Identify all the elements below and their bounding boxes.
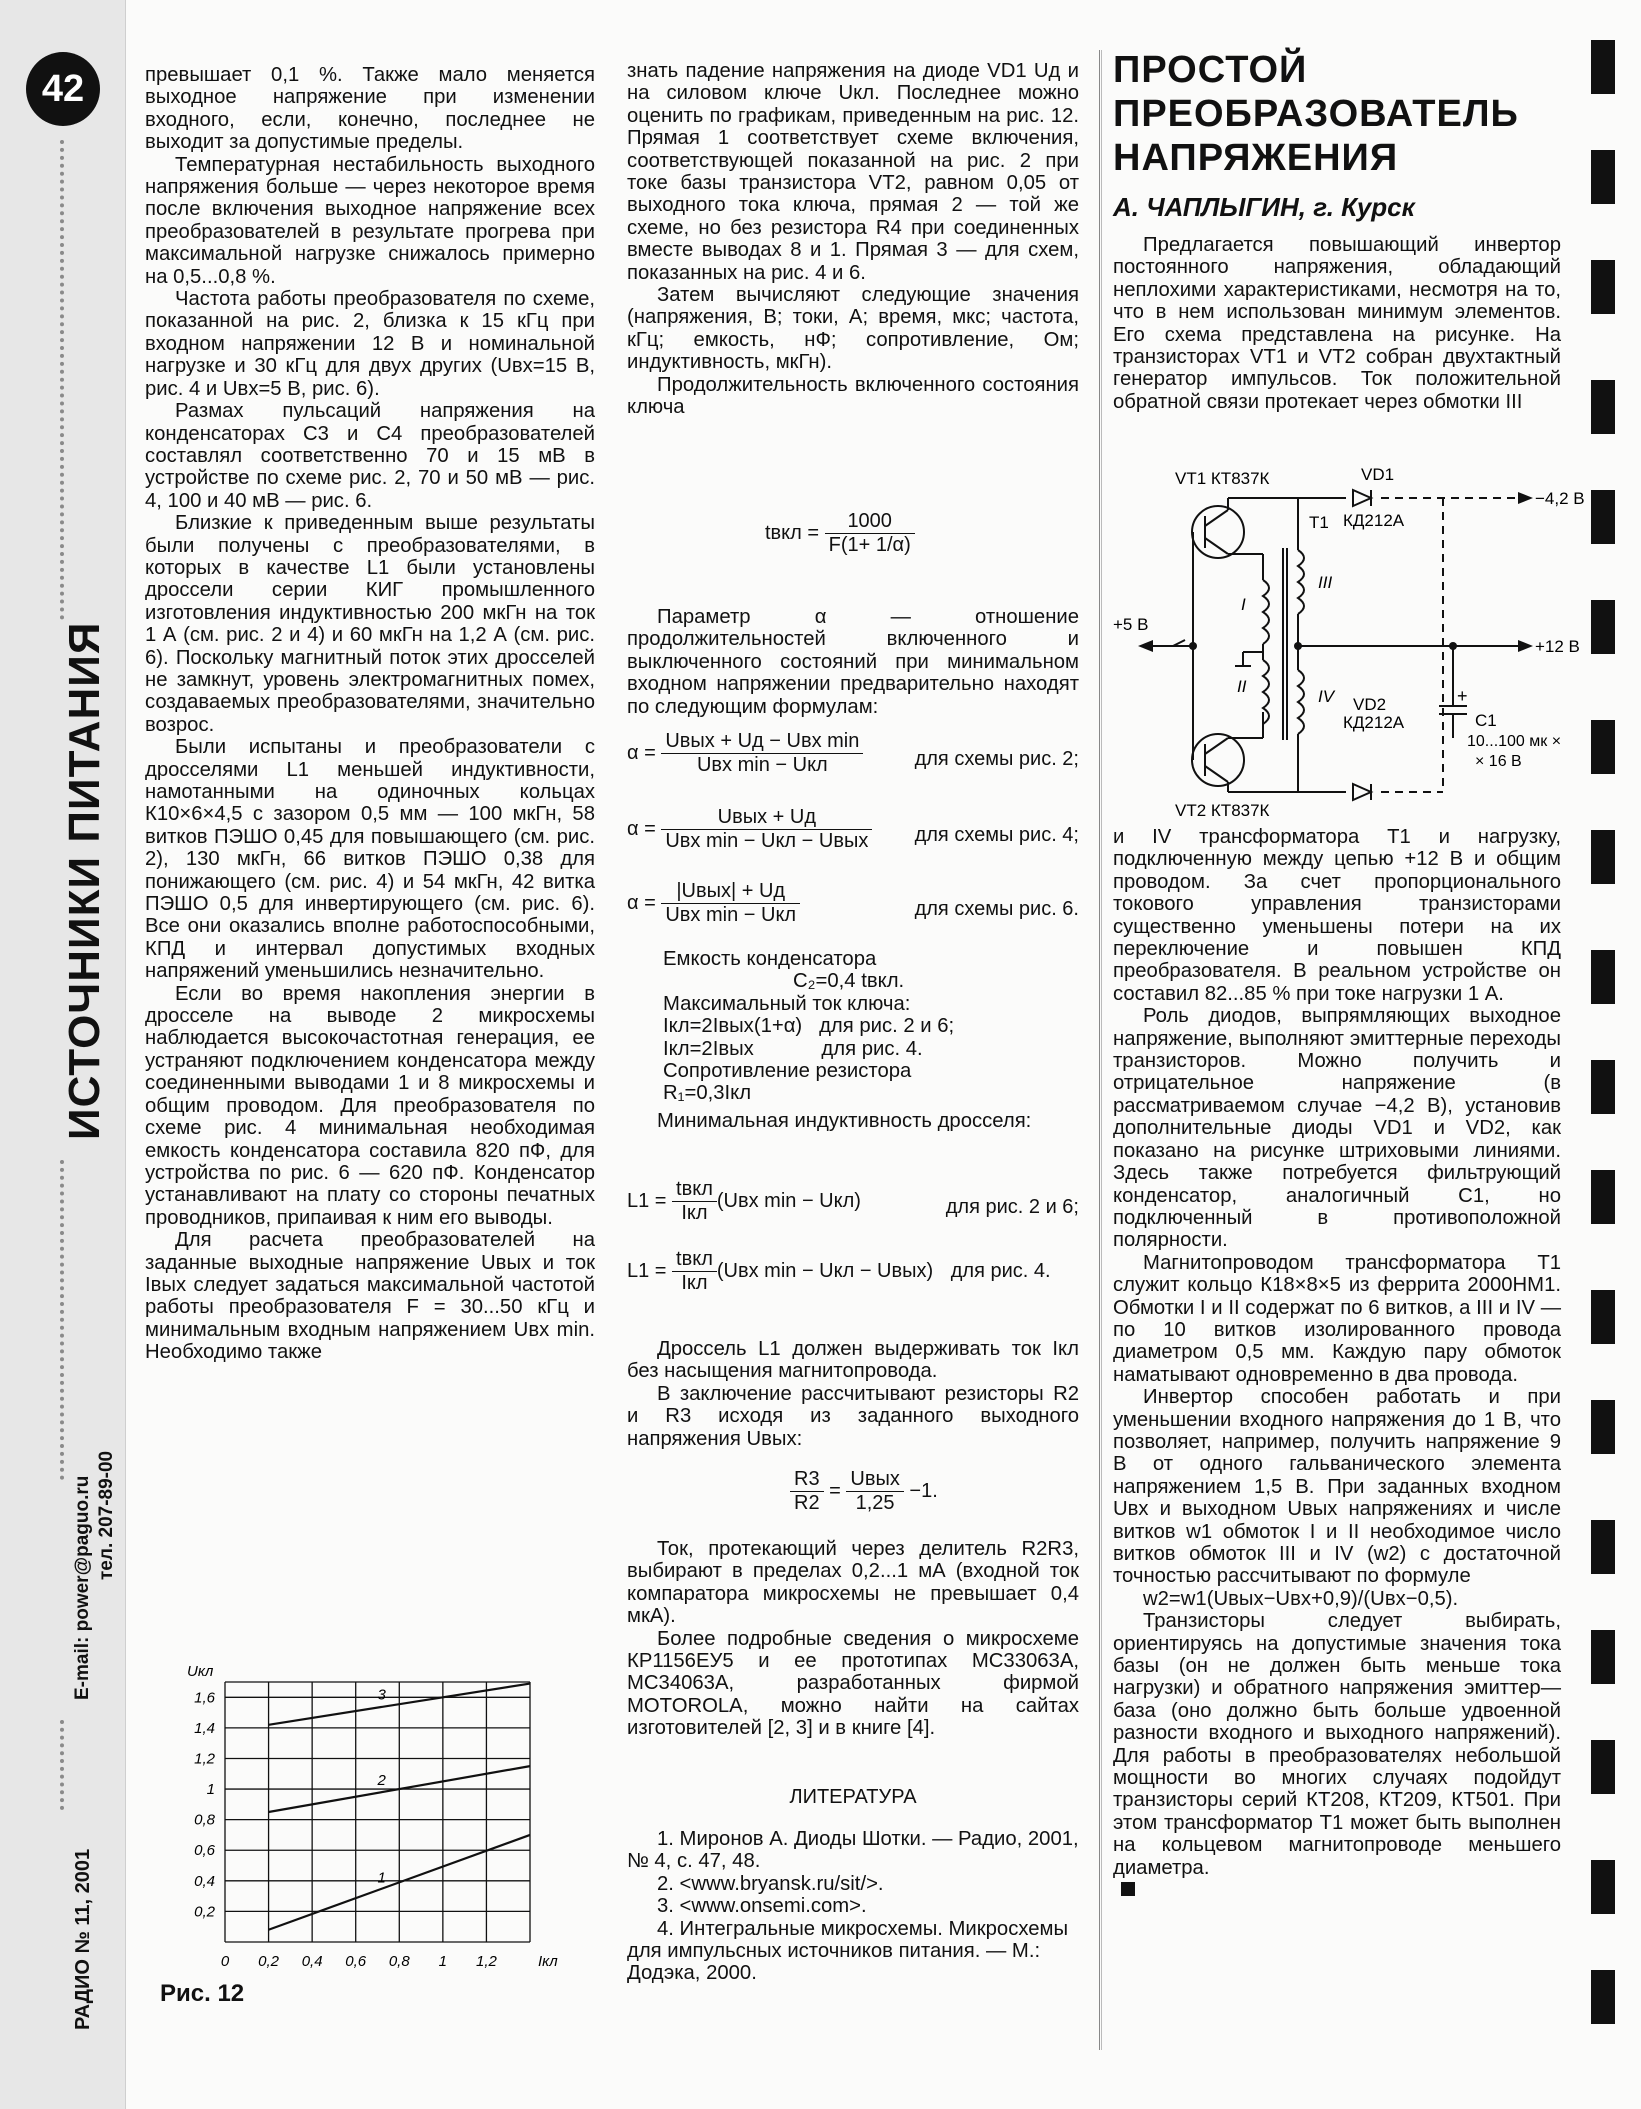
formula-den: F(1+ 1/α): [828, 534, 911, 556]
label-out-pos: +12 В: [1535, 637, 1580, 656]
sidebar: [0, 0, 126, 2109]
y-tick-label: 1,2: [194, 1750, 215, 1768]
registration-mark: [1591, 720, 1615, 774]
label-t1: T1: [1309, 513, 1329, 532]
x-tick-label: 0,2: [258, 1953, 280, 1970]
label-vt2: VT2 КТ837К: [1175, 801, 1270, 820]
formula-den: R2: [794, 1492, 820, 1514]
registration-mark: [1591, 830, 1615, 884]
res-heading: Сопротивление резистора: [663, 1060, 912, 1083]
formula-block: [663, 948, 1079, 1105]
ind-rest: (Uвх min − Uкл): [716, 1189, 861, 1212]
y-tick-label: 0,6: [194, 1842, 215, 1860]
registration-mark: [1591, 1970, 1615, 2024]
registration-mark: [1591, 1860, 1615, 1914]
paragraph: Продолжительность включенного состояния ключа: [627, 373, 1079, 419]
series-label: 2: [377, 1771, 386, 1789]
column-2-top: [627, 60, 1079, 419]
ind-note: для рис. 2 и 6;: [945, 1196, 1079, 1218]
column-2-end: [627, 1538, 1079, 1740]
column-1: [145, 64, 595, 1364]
paragraph: и IV трансформатора Т1 и нагрузку, подключенную между цепью +12 В и общим проводом. За счет пропорционального токового управления транзисторами существенно уменьшены потери на их переключение и повышен КПД преобразователя. В реальном устройстве он составил 82...85 % при токе нагрузки 1 А.: [1113, 826, 1561, 1005]
paragraph: В заключение рассчитывают резисторы R2 и R3 исходя из заданного выходного напряжения Uвых:: [627, 1382, 1079, 1450]
alpha-num: Uвых + Uд: [661, 806, 872, 830]
registration-mark: [1591, 40, 1615, 94]
paragraph: знать падение напряжения на диоде VD1 Uд и на силовом ключе Uкл. Последнее можно оценить по графикам, приведенным на рис. 12. Прямая 1 соответствует схеме включения, соответствующей показанной на рис. 2 при токе базы транзистора VT2, равном 0,05 от выходного тока ключа, прямая 2 — той же схеме, но без резистора R4 при соединенных вместе выводах 8 и 1. Прямая 3 — для схем, показанных на рис. 4 и 6.: [627, 60, 1079, 284]
ind-num: tвкл: [672, 1248, 717, 1272]
paragraph: Для расчета преобразователей на заданные выходные напряжение Uвых и ток Iвых следует задаться максимальной частотой работы преобразователя F = 30...50 кГц и минимальным входным напряжением Uвх min. Необходимо также: [145, 1229, 595, 1364]
y-tick-label: 1,4: [194, 1719, 215, 1737]
alpha-note: для схемы рис. 4;: [914, 824, 1079, 846]
paragraph: Были испытаны и преобразователи с дросселями L1 меньшей индуктивности, намотанными на одиночных кольцах К10×6×4,5 с зазором 0,5 мм — 100 мкГн, 58 витков ПЭШО 0,45 для повышающего (см. рис. 2), 130 мкГн, 66 витков ПЭШО 0,38 для понижающего (см. рис. 4) и 54 мкГн, 42 витка ПЭШО 0,5 для инвертирующего (см. рис. 6). Все они оказались вполне работоспособными, КПД и интервал допустимых входных напряжений уменьшились незначительно.: [145, 736, 595, 983]
article-title: ПРОСТОЙ ПРЕОБРАЗОВАТЕЛЬ НАПРЯЖЕНИЯ: [1113, 49, 1519, 179]
imax-heading: Максимальный ток ключа:: [663, 992, 911, 1015]
registration-mark: [1591, 1170, 1615, 1224]
ind-num: tвкл: [672, 1178, 717, 1202]
ind-heading-block: [627, 1110, 1079, 1132]
column-2-mid: [627, 606, 1079, 718]
column-2-bottom: [627, 1338, 1079, 1450]
alpha-den: Uвх min − Uкл − Uвых: [665, 830, 869, 852]
formula-tail: −1.: [909, 1479, 938, 1502]
y-axis-label: Uкл: [187, 1663, 214, 1680]
transistor-vt2-symbol: [1192, 734, 1244, 786]
paragraph: Размах пульсаций напряжения на конденсаторах С3 и С4 преобразователей составлял соответственно 70 и 15 мВ в устройстве по схеме рис. 2, 70 и 50 мВ — рис. 4, 100 и 40 мВ — рис. 6.: [145, 400, 595, 512]
ind-den: Iкл: [681, 1202, 708, 1224]
label-winding-i: I: [1241, 595, 1246, 614]
literature-item: 3. <www.onsemi.com>.: [657, 1895, 867, 1918]
registration-mark: [1591, 1290, 1615, 1344]
paragraph: Ток, протекающий через делитель R2R3, выбирают в пределах 0,2...1 мА (входной ток компаратора микросхемы не превышает 0,4 мкА).: [627, 1538, 1079, 1628]
imax-line: Iкл=2Iвых(1+α) для рис. 2 и 6;: [663, 1015, 955, 1038]
formula-num: Uвых: [846, 1468, 903, 1492]
formula-w2: w2=w1(Uвых−Uвх+0,9)/(Uвх−0,5).: [1143, 1587, 1459, 1610]
series-label: 1: [377, 1869, 386, 1887]
label-vd1: VD1: [1361, 465, 1395, 484]
literature-list: [627, 1828, 1079, 1985]
literature-item: 1. Миронов А. Диоды Шотки. — Радио, 2001, № 4, с. 47, 48.: [627, 1828, 1079, 1873]
voltage-current-chart: [145, 1652, 565, 1982]
label-vd2-type: КД212А: [1343, 713, 1405, 732]
registration-mark: [1591, 1400, 1615, 1454]
registration-mark: [1591, 260, 1615, 314]
y-tick-label: 0,8: [194, 1811, 215, 1829]
label-c1-value: 10...100 мк ×: [1467, 733, 1562, 750]
alpha-formula-1: α = $\frac{\text{Uвых + Uд − Uвх min}}{\text{Uвх min − Uкл}}$ для схемы рис. 2;: [627, 730, 1079, 776]
registration-mark: [1591, 1740, 1615, 1794]
alpha-den: Uвх min − Uкл: [696, 754, 828, 776]
x-axis-label: Iкл: [538, 1953, 558, 1970]
column-3-bottom: [1113, 826, 1561, 1902]
ind-rest: (Uвх min − Uкл − Uвых): [716, 1259, 934, 1282]
formula-lhs: tвкл =: [765, 521, 820, 544]
res-formula: R₁=0,3Iкл: [663, 1082, 752, 1105]
paragraph: Параметр α — отношение продолжительностей включенного и выключенного состояний при минимальном входном напряжении предварительно находят по следующим формулам:: [627, 606, 1079, 718]
figure-caption: Рис. 12: [160, 1980, 245, 2007]
paragraph: Дроссель L1 должен выдерживать ток Iкл без насыщения магнитопровода.: [627, 1338, 1079, 1383]
label-vd1-type: КД212А: [1343, 511, 1405, 530]
literature-item: 2. <www.bryansk.ru/sit/>.: [657, 1872, 884, 1895]
x-tick-label: 1,2: [475, 1953, 497, 1970]
paragraph: Затем вычисляют следующие значения (напряжения, В; токи, А; время, мкс; частота, кГц; емкость, нФ; сопротивление, Ом; индуктивность, мкГн).: [627, 284, 1079, 374]
registration-mark: [1591, 380, 1615, 434]
literature-heading: ЛИТЕРАТУРА: [789, 1786, 917, 1808]
article-author: А. ЧАПЛЫГИН, г. Курск: [1113, 192, 1415, 222]
registration-mark: [1591, 1630, 1615, 1684]
label-c1: C1: [1475, 711, 1497, 730]
cap-heading: Емкость конденсатора: [663, 948, 877, 970]
paragraph: Температурная нестабильность выходного напряжения больше — через некоторое время после включения выходное напряжение всех преобразователей в результате прогрева при максимальной нагрузке снижалось примерно на 0,5...0,8 %.: [145, 153, 595, 288]
x-tick-label: 0,8: [388, 1953, 410, 1970]
ind-den: Iкл: [681, 1272, 708, 1294]
page-number: 42: [26, 52, 100, 126]
label-winding-ii: II: [1237, 677, 1247, 696]
x-tick-label: 1: [438, 1953, 448, 1970]
formula-den: 1,25: [855, 1492, 895, 1514]
dotted-divider: [60, 1720, 68, 1810]
paragraph: Предлагается повышающий инвертор постоянного напряжения, обладающий неплохими характеристиками, несмотря на то, что в нем использован минимум элементов. Его схема представлена на рисунке. На транзисторах VT1 и VT2 собран двухтактный генератор импульсов. Ток положительной обратной связи протекает через обмотки III: [1113, 234, 1561, 413]
label-vt1: VT1 КТ837К: [1175, 469, 1270, 488]
alpha-num: Uвых + Uд − Uвх min: [661, 730, 863, 754]
formula-t-on: [765, 510, 915, 557]
registration-mark: [1591, 490, 1615, 544]
x-tick-label: 0: [220, 1953, 230, 1970]
ind-formula-1: L1 = $\frac{\text{tвкл}}{\text{Iкл}}$ (Uвх min − Uкл) для рис. 2 и 6;: [627, 1178, 1079, 1224]
section-title: ИСТОЧНИКИ ПИТАНИЯ: [60, 621, 109, 1140]
column-divider: [1101, 50, 1102, 2050]
label-c1-rating: × 16 В: [1475, 753, 1522, 770]
registration-mark: [1591, 950, 1615, 1004]
paragraph: превышает 0,1 %. Также мало меняется выходное напряжение при изменении входного, если, конечно, последнее не выходит за допустимые пределы.: [145, 64, 595, 154]
issue-label: РАДИО № 11, 2001: [72, 1848, 94, 2030]
label-vd2: VD2: [1353, 695, 1387, 714]
paragraph: Если во время накопления энергии в дросселе на выводе 2 микросхемы наблюдается высокочастотная генерация, ее устраняют подключением конденсатора между соединенными выводами 1 и 8 микросхемы и общим проводом. Для преобразователя по схеме рис. 4 минимальная необходимая емкость конденсатора составила 820 пФ, для устройства по рис. 6 — 620 пФ. Конденсатор устанавливают на плату со стороны печатных проводников, припаивая к ним его выводы.: [145, 982, 595, 1229]
paragraph: Инвертор способен работать и при уменьшении входного напряжения до 1 В, что позволяет, например, получить напряжение 9 В от одного гальванического элемента напряжением 1,5 В. При заданных входном Uвх и выходном Uвых напряжениях и числе витков w1 обмоток I и II необходимое число витков обмоток III и IV (w2) с достаточной точностью рассчитывают по формуле: [1113, 1386, 1561, 1588]
column-divider: [1099, 50, 1100, 2050]
series-label: 3: [377, 1686, 386, 1704]
ind-heading: Минимальная индуктивность дросселя:: [657, 1110, 1032, 1132]
alpha-formula-3: α = $\frac{\text{|Uвых| + Uд}}{\text{Uвх min − Uкл}}$ для схемы рис. 6.: [627, 880, 1079, 926]
alpha-note: для схемы рис. 2;: [914, 748, 1079, 770]
label-winding-iv: IV: [1318, 687, 1335, 706]
paragraph: Близкие к приведенным выше результаты были получены с преобразователями, в которых в качестве L1 были установлены дроссели серии КИГ промышленного изготовления индуктивностью 200 мкГн на ток 1 А (см. рис. 2 и 4) и 60 мкГн на 1,2 А (см. рис. 6). Поскольку магнитный поток этих дросселей не замкнут, уровень электромагнитных помех, создаваемых преобразователями, значительно возрос.: [145, 512, 595, 736]
label-out-neg: −4,2 В: [1535, 489, 1585, 508]
registration-mark: [1591, 600, 1615, 654]
dotted-divider: [60, 140, 68, 620]
formula-num: R3: [790, 1468, 824, 1492]
alpha-den: Uвх min − Uкл: [665, 904, 797, 926]
label-in-pos: +5 В: [1113, 615, 1149, 634]
y-tick-label: 0,4: [194, 1872, 215, 1890]
label-winding-iii: III: [1318, 573, 1333, 592]
literature-item: 4. Интегральные микросхемы. Микросхемы для импульсных источников питания. — М.: Додэка, 2000.: [627, 1917, 1069, 1985]
registration-mark: [1591, 150, 1615, 204]
label-c1-plus: +: [1457, 686, 1468, 706]
alpha-formula-2: α = $\frac{\text{Uвых + Uд}}{\text{Uвх min − Uкл − Uвых}}$ для схемы рис. 4;: [627, 806, 1079, 852]
column-3-top: [1113, 234, 1561, 413]
ind-formula-2: L1 = $\frac{\text{tвкл}}{\text{Iкл}}$ (Uвх min − Uкл − Uвых) для рис. 4.: [627, 1248, 1051, 1294]
formula-r3-r2: $\frac{R3}{R2}$ = $\frac{\text{Uвых}}{1,25}$ −1.: [790, 1468, 938, 1515]
end-of-article-mark: [1121, 1882, 1135, 1896]
alpha-note: для схемы рис. 6.: [914, 898, 1079, 920]
registration-mark: [1591, 1060, 1615, 1114]
contact-email: E-mail: power@paguo.ru: [72, 1475, 93, 1700]
x-tick-label: 0,4: [301, 1953, 323, 1970]
cap-formula: C₂=0,4 tвкл.: [793, 970, 905, 993]
y-tick-label: 0,2: [194, 1903, 215, 1921]
alpha-num: |Uвых| + Uд: [661, 880, 800, 904]
paragraph: Частота работы преобразователя по схеме, показанной на рис. 2, близка к 15 кГц при входном напряжении 12 В и номинальной нагрузке и 30 кГц для двух других (Uвх=15 В, рис. 4 и Uвх=5 В, рис. 6).: [145, 288, 595, 400]
circuit-diagram: [1113, 465, 1585, 820]
dotted-divider: [60, 1160, 68, 1480]
formula-num: 1000: [825, 510, 915, 534]
paragraph: Транзисторы следует выбирать, ориентируясь на допустимые значения тока базы (он не должен быть меньше тока нагрузки) и обратного напряжения эмиттер—база (оно должно быть больше удвоенной разности входного и выходного напряжений). Для работы в преобразователях небольшой мощности во многих случаях подойдут транзисторы серий КТ208, КТ209, КТ501. При этом трансформатор Т1 может быть выполнен на кольцевом магнитопроводе меньшего диаметра.: [1113, 1610, 1561, 1879]
paragraph: Магнитопроводом трансформатора Т1 служит кольцо К18×8×5 из феррита 2000НМ1. Обмотки I и II содержат по 6 витков, а III и IV — по 10 витков изолированного провода диаметром 0,5 мм. Каждую пару обмоток наматывают одновременно в два провода.: [1113, 1251, 1561, 1386]
x-tick-label: 0,6: [345, 1953, 367, 1970]
paragraph: Роль диодов, выпрямляющих выходное напряжение, выполняют эмиттерные переходы транзисторов. Можно получить и отрицательное напряжение (в рассматриваемом случае −4,2 В), установив дополнительные диоды VD1 и VD2, как показано на рисунке штриховыми линиями. Здесь также потребуется фильтрующий конденсатор, аналогичный С1, но подключенный в противоположной полярности.: [1113, 1005, 1561, 1252]
paragraph: Более подробные сведения о микросхеме КР1156ЕУ5 и ее прототипах МС33063А, МС34063А, разработанных фирмой MOTOROLA, можно найти на сайтах изготовителей [2, 3] и в книге [4].: [627, 1627, 1079, 1740]
transistor-vt1-symbol: [1192, 506, 1244, 558]
imax-line: Iкл=2Iвых для рис. 4.: [663, 1037, 923, 1060]
contact-phone: тел. 207-89-00: [96, 1450, 117, 1580]
registration-mark: [1591, 1520, 1615, 1574]
y-tick-label: 1: [206, 1781, 215, 1799]
y-tick-label: 1,6: [194, 1689, 215, 1707]
ind-note: для рис. 4.: [950, 1259, 1051, 1282]
